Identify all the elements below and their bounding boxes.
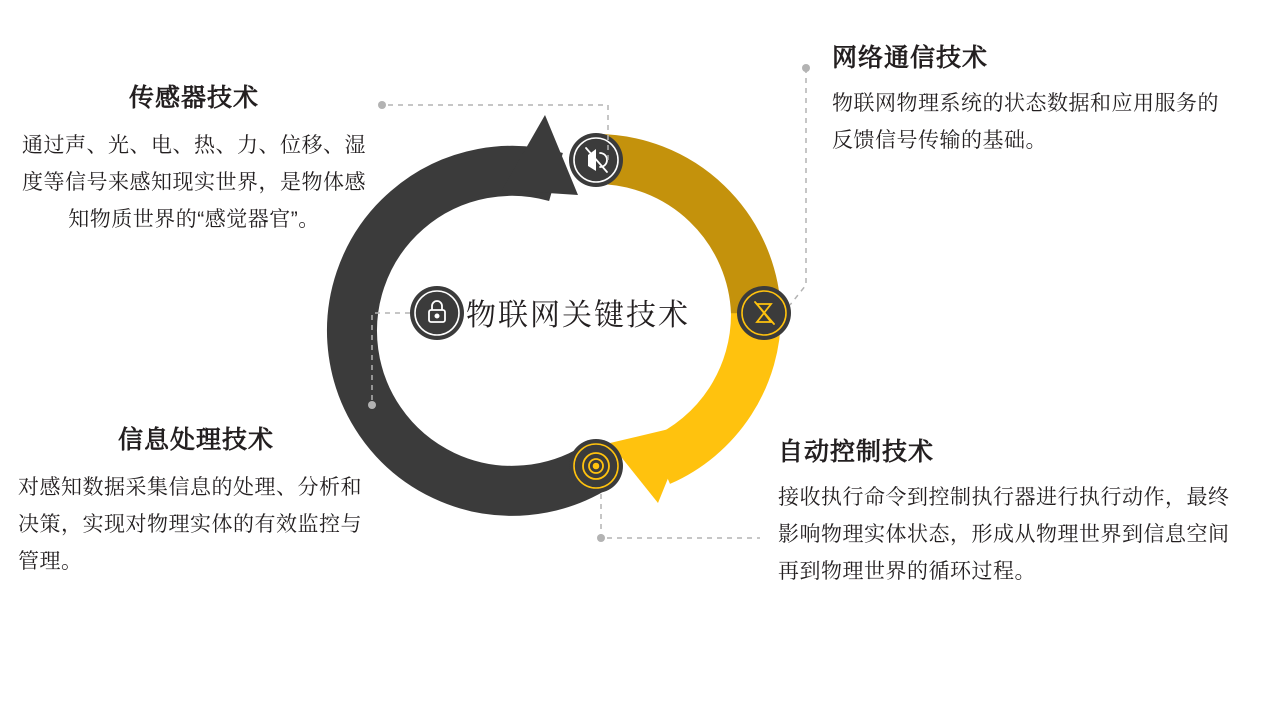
node-center-lock[interactable]: [410, 286, 464, 340]
connector-control: [601, 494, 760, 538]
panel-control-body: 接收执行命令到控制执行器进行执行动作，最终影响物理实体状态，形成从物理世界到信息空间再到物理世界的循环过程。: [778, 486, 1230, 583]
panel-network-title: 网络通信技术: [832, 44, 989, 72]
node-network[interactable]: [737, 286, 791, 340]
panel-sensor: [18, 78, 370, 238]
panel-network-body: 物联网物理系统的状态数据和应用服务的反馈信号传输的基础。: [832, 92, 1219, 152]
node-sensor[interactable]: [569, 133, 623, 187]
panel-info-title: 信息处理技术: [117, 426, 274, 454]
panel-control-title: 自动控制技术: [778, 438, 935, 466]
panel-network: [832, 38, 1232, 160]
center-label: 物联网关键技术: [466, 299, 690, 332]
panel-sensor-body: 通过声、光、电、热、力、位移、湿度等信号来感知现实世界，是物体感知物质世界的“感觉器官”。: [22, 134, 366, 231]
panel-sensor-title: 传感器技术: [128, 84, 259, 112]
connector-network: [790, 68, 806, 305]
panel-info-body: 对感知数据采集信息的处理、分析和决策，实现对物理实体的有效监控与管理。: [18, 476, 362, 573]
panel-info: [18, 420, 374, 580]
node-control[interactable]: [569, 439, 623, 493]
arc-control-yellow: [610, 313, 756, 503]
panel-control: [778, 432, 1248, 590]
